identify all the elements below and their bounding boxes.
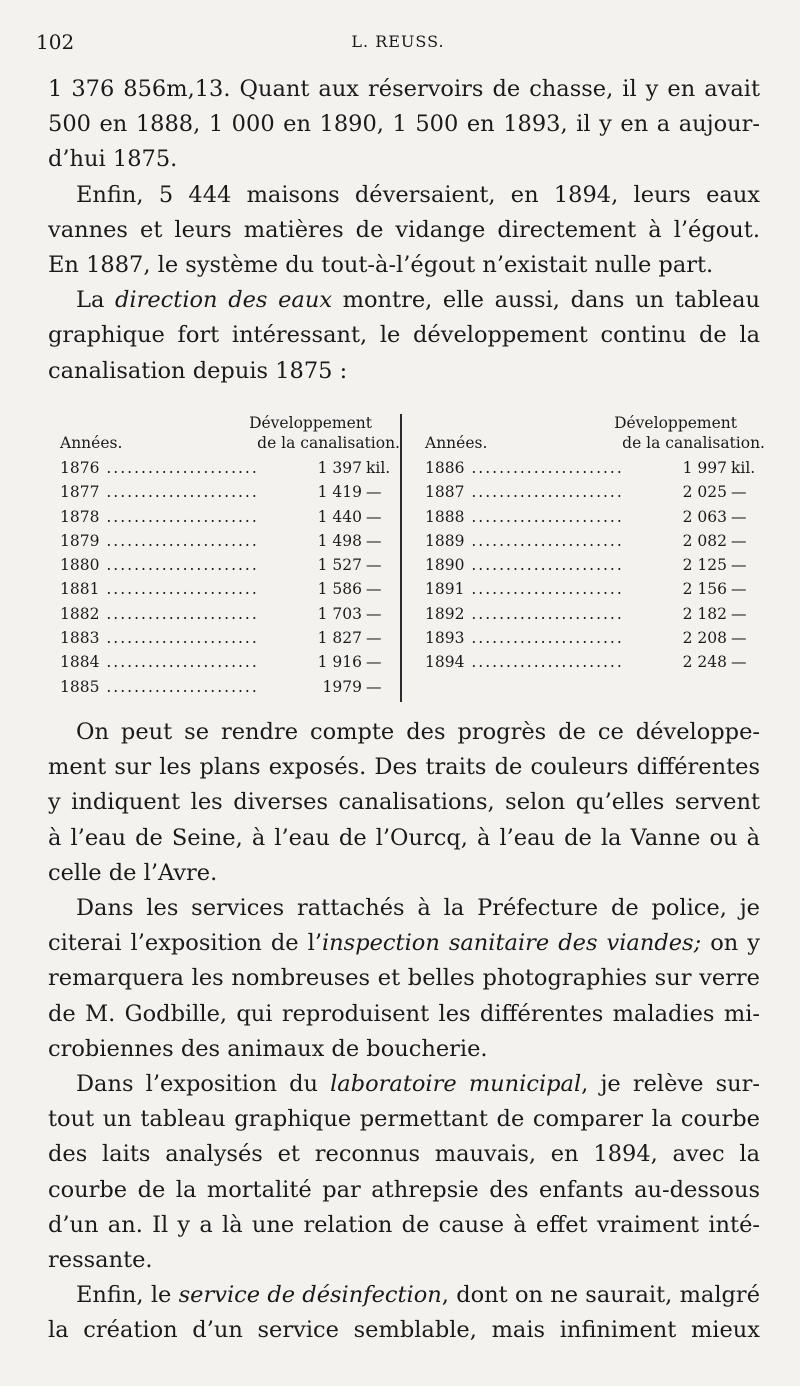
unit-cell: kil. (366, 459, 391, 477)
dev-column-header-line2: de la canalisation. (622, 434, 765, 452)
year-cell: 1888 ..... (425, 505, 625, 529)
table-row (425, 529, 765, 553)
dev-column-header-line1: Développement (249, 414, 372, 432)
year-cell: 1883 ..... (60, 626, 260, 650)
table-row (60, 553, 400, 577)
table-row (60, 480, 400, 504)
table-row (60, 505, 400, 529)
table-header (60, 410, 400, 456)
text-line: y indiquent les diverses canalisations, selon qu’elles servent (48, 789, 760, 816)
value-cell: 1 419 (314, 480, 362, 504)
value-cell: 1 586 (314, 577, 362, 601)
text-line: Dans l’exposition du laboratoire municipal, je relève sur- (76, 1071, 761, 1098)
unit-cell: — (731, 507, 747, 526)
table-row (60, 626, 400, 650)
text-line: crobiennes des animaux de boucherie. (48, 1035, 488, 1062)
unit-cell: — (731, 531, 747, 550)
value-cell: 1 397 (314, 456, 362, 480)
unit-cell: — (366, 604, 382, 623)
year-cell: 1876 ..... (60, 456, 260, 480)
text-line: à l’eau de Seine, à l’eau de l’Ourcq, à l’eau de la Vanne ou à (48, 824, 760, 851)
year-cell: 1894 ..... (425, 650, 625, 674)
year-cell: 1880 ..... (60, 553, 260, 577)
text-line: Dans les services rattachés à la Préfecture de police, je (76, 895, 760, 922)
table-row (60, 577, 400, 601)
text-line: la création d’un service semblable, mais infiniment mieux (48, 1317, 760, 1344)
column-divider (400, 414, 402, 702)
text-line: tout un tableau graphique permettant de comparer la courbe (48, 1106, 760, 1133)
table-row (60, 675, 400, 699)
text-line: canalisation depuis 1875 : (48, 357, 348, 384)
table-row (425, 456, 765, 480)
table-row (425, 505, 765, 529)
table-row (425, 480, 765, 504)
year-cell: 1884 ..... (60, 650, 260, 674)
text-line: citerai l’exposition de l’inspection sanitaire des viandes; on y (48, 930, 760, 957)
table-row (60, 602, 400, 626)
year-cell: 1879 ..... (60, 529, 260, 553)
year-cell: 1881 ..... (60, 577, 260, 601)
unit-cell: — (366, 507, 382, 526)
text-line: Enfin, le service de désinfection, dont on ne saurait, malgré (76, 1282, 761, 1309)
value-cell: 1979 (319, 675, 362, 699)
table-row (425, 650, 765, 674)
year-cell: 1878 ..... (60, 505, 260, 529)
table-row (425, 626, 765, 650)
table-row (425, 602, 765, 626)
text-line: remarquera les nombreuses et belles photographies sur verre (48, 965, 760, 992)
canalisation-table (60, 410, 765, 700)
text-line: d’un an. Il y a là une relation de cause à effet vraiment inté- (48, 1211, 760, 1238)
table-row (60, 650, 400, 674)
unit-cell: — (731, 629, 747, 648)
value-cell: 1 916 (314, 650, 362, 674)
unit-cell: — (731, 604, 747, 623)
unit-cell: — (731, 556, 747, 575)
unit-cell: kil. (731, 459, 756, 477)
text-line: En 1887, le système du tout-à-l’égout n’existait nulle part. (48, 252, 714, 279)
unit-cell: — (366, 556, 382, 575)
text-line: Enfin, 5 444 maisons déversaient, en 1894, leurs eaux (76, 181, 760, 208)
dev-column-header-line2: de la canalisation. (257, 434, 400, 452)
text-block-top (48, 72, 760, 389)
unit-cell: — (366, 677, 382, 696)
table-row (425, 577, 765, 601)
text-block-bottom (48, 715, 760, 1349)
value-cell: 2 182 (679, 602, 727, 626)
value-cell: 1 997 (679, 456, 727, 480)
year-cell: 1877 ..... (60, 480, 260, 504)
text-line: 1 376 856m,13. Quant aux réservoirs de chasse, il y en avait (48, 76, 760, 102)
value-cell: 2 208 (679, 626, 727, 650)
running-head: L. REUSS. (351, 32, 445, 51)
table-row (60, 456, 400, 480)
year-column-header: Années. (425, 434, 488, 452)
text-line: graphique fort intéressant, le développement continu de la (48, 322, 760, 349)
unit-cell: — (366, 483, 382, 502)
text-line: ment sur les plans exposés. Des traits de couleurs différentes (48, 754, 760, 781)
unit-cell: — (366, 580, 382, 599)
year-cell: 1882 ..... (60, 602, 260, 626)
year-cell: 1886 ..... (425, 456, 625, 480)
unit-cell: — (731, 580, 747, 599)
text-line: ressante. (48, 1247, 153, 1274)
value-cell: 2 063 (679, 505, 727, 529)
page-number: 102 (36, 30, 75, 54)
value-cell: 1 827 (314, 626, 362, 650)
year-cell: 1891 ..... (425, 577, 625, 601)
year-column-header: Années. (60, 434, 123, 452)
year-cell: 1889 ..... (425, 529, 625, 553)
year-cell: 1890 ..... (425, 553, 625, 577)
text-line: vannes et leurs matières de vidange directement à l’égout. (48, 216, 760, 243)
text-line: de M. Godbille, qui reproduisent les différentes maladies mi- (48, 1000, 760, 1027)
text-line: celle de l’Avre. (48, 859, 218, 886)
value-cell: 2 248 (679, 650, 727, 674)
page-header (36, 30, 760, 64)
table-row (425, 553, 765, 577)
text-line: 500 en 1888, 1 000 en 1890, 1 500 en 1893, il y en a aujour- (48, 111, 760, 138)
value-cell: 1 703 (314, 602, 362, 626)
year-cell: 1885 ..... (60, 675, 260, 699)
year-cell: 1887 ..... (425, 480, 625, 504)
table-column-right (425, 410, 765, 675)
text-line: courbe de la mortalité par athrepsie des enfants au-dessous (48, 1176, 760, 1203)
text-line: La direction des eaux montre, elle aussi, dans un tableau (76, 287, 760, 314)
value-cell: 1 440 (314, 505, 362, 529)
unit-cell: — (731, 653, 747, 672)
value-cell: 1 527 (314, 553, 362, 577)
value-cell: 1 498 (314, 529, 362, 553)
text-line: d’hui 1875. (48, 146, 178, 173)
value-cell: 2 156 (679, 577, 727, 601)
unit-cell: — (731, 483, 747, 502)
dev-column-header-line1: Développement (614, 414, 737, 432)
table-column-left (60, 410, 400, 699)
unit-cell: — (366, 653, 382, 672)
text-line: des laits analysés et reconnus mauvais, en 1894, avec la (48, 1141, 760, 1168)
table-row (60, 529, 400, 553)
year-cell: 1893 ..... (425, 626, 625, 650)
text-line: On peut se rendre compte des progrès de ce développe- (76, 719, 760, 745)
unit-cell: — (366, 629, 382, 648)
value-cell: 2 082 (679, 529, 727, 553)
value-cell: 2 125 (679, 553, 727, 577)
value-cell: 2 025 (679, 480, 727, 504)
year-cell: 1892 ..... (425, 602, 625, 626)
unit-cell: — (366, 531, 382, 550)
table-header (425, 410, 765, 456)
